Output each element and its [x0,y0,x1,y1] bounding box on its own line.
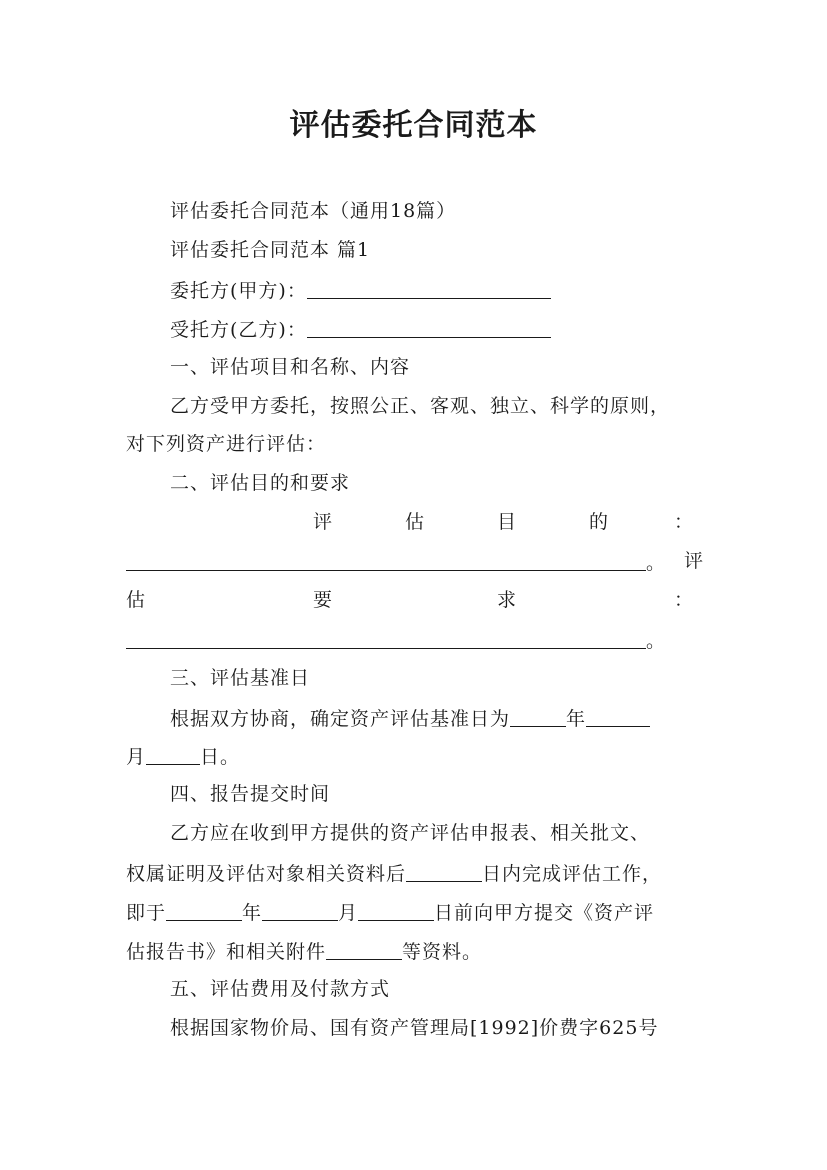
section-4-paragraph-line-4 [126,935,706,967]
materials-end-text: 等资料。 [402,941,483,963]
section-1-heading: 一、评估项目和名称、内容 [170,356,411,378]
day-label: 日。 [200,746,241,768]
requirement-char: ： [674,589,694,611]
section-4-paragraph-line-1: 乙方应在收到甲方提供的资产评估申报表、相关批文、 [170,822,651,844]
section-5-paragraph-line-1: 根据国家物价局、国有资产管理局[1992]价费字625号 [170,1017,659,1039]
article-heading: 评估委托合同范本 篇1 [170,239,371,261]
submit-year-blank [166,898,242,921]
section-2-heading: 二、评估目的和要求 [170,472,351,494]
period: 。 [646,630,667,652]
section-1-paragraph-line-2: 对下列资产进行评估： [126,433,327,455]
report-text: 估报告书》和相关附件 [126,941,327,963]
requirement-blank-line [126,624,726,656]
day-blank [146,742,200,765]
base-date-text: 根据双方协商，确定资产评估基准日为 [170,708,511,730]
purpose-char: 估 [405,511,425,533]
requirement-char: 估 [126,589,146,611]
materials-text: 权属证明及评估对象相关资料后 [126,863,407,885]
section-5-heading: 五、评估费用及付款方式 [170,978,391,1000]
by-text: 即于 [126,902,167,924]
section-4-heading: 四、报告提交时间 [170,783,331,805]
submit-month-label: 月 [338,902,359,924]
days-blank [406,859,482,882]
year-label: 年 [566,708,587,730]
section-1-paragraph-line-1: 乙方受甲方委托，按照公正、客观、独立、科学的原则， [170,395,671,417]
submit-month-blank [262,898,338,921]
requirement-blank [126,626,646,649]
month-blank [586,704,650,727]
purpose-blank-line [126,546,726,578]
purpose-char: 的 [589,511,609,533]
requirement-char: 要 [313,589,333,611]
period: 。 [646,552,667,574]
party-a-blank [307,276,551,299]
party-b-label: 受托方(乙方)： [170,319,307,341]
purpose-char: 评 [313,511,333,533]
document-title: 评估委托合同范本 [289,108,538,143]
submit-day-blank [358,898,434,921]
requirement-char: 求 [497,589,517,611]
section-3-heading: 三、评估基准日 [170,667,311,689]
party-b-line [170,313,710,345]
section-4-paragraph-line-3 [126,896,706,928]
attachments-blank [326,937,402,960]
complete-text: 日内完成评估工作， [482,863,663,885]
party-a-label: 委托方(甲方)： [170,280,307,302]
month-label: 月 [126,746,147,768]
section-3-paragraph-line-1 [170,702,710,734]
submit-text: 日前向甲方提交《资产评 [434,902,655,924]
year-blank [510,704,566,727]
subtitle: 评估委托合同范本（通用18篇） [170,200,457,222]
party-a-line [170,274,710,306]
purpose-char: 目 [497,511,517,533]
submit-year-label: 年 [242,902,263,924]
section-4-paragraph-line-2 [126,857,706,889]
requirement-lead-char: 评 [684,550,704,572]
party-b-blank [307,315,551,338]
purpose-blank [126,548,646,571]
purpose-char: ： [674,511,694,533]
section-3-paragraph-line-2 [126,740,706,772]
